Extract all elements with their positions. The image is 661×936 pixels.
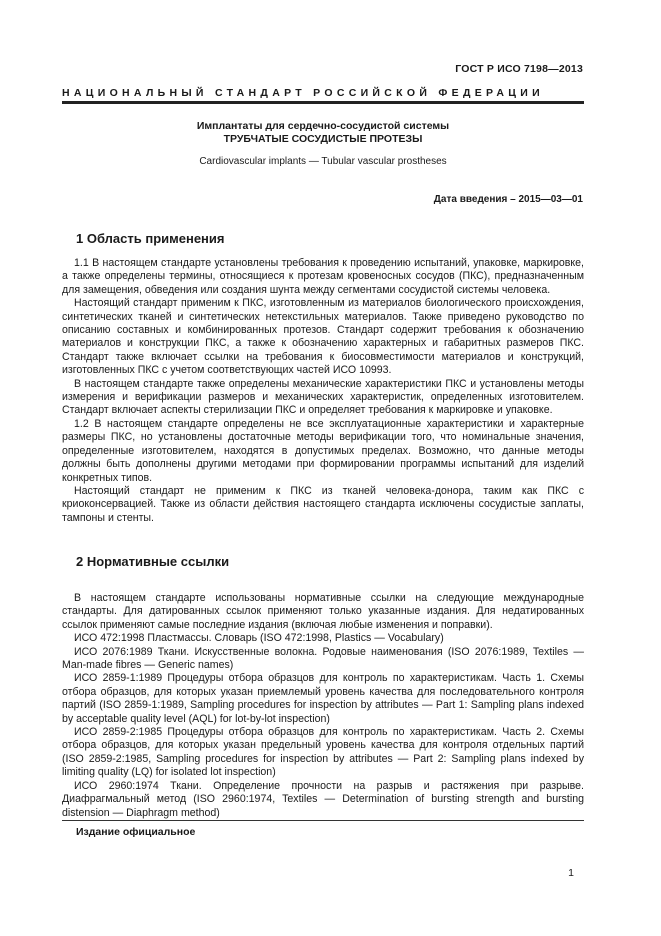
reference-item: ИСО 472:1998 Пластмассы. Словарь (ISO 472:1998, Plastics — Vocabulary)	[74, 632, 444, 645]
document-title-line2: ТРУБЧАТЫЕ СОСУДИСТЫЕ ПРОТЕЗЫ	[223, 133, 423, 145]
section-body-scope	[62, 257, 584, 525]
reference-item: ИСО 2859-1:1989 Процедуры отбора образцов для контроль по характеристикам. Часть 1. Схемы отбора образцов, для которых указан приемлемый уровень качества для последовательного контроля партий (ISO 2859-1:1989, Sampling procedures for inspection by attributes — Part 1: Sampling plans indexed by acceptable quality level (AQL) for lot-by-lot inspection)	[62, 672, 584, 725]
national-standard-banner: НАЦИОНАЛЬНЫЙ СТАНДАРТ РОССИЙСКОЙ ФЕДЕРАЦИИ	[62, 87, 544, 99]
paragraph: В настоящем стандарте также определены механические характеристики ПКС и установлены методы измерения и верификации размеров и механических характеристик, определенных изготовителем. Стандарт включает аспекты стерилизации ПКС и определяет требования к маркировке и упаковке.	[62, 377, 584, 417]
section-heading-scope: 1 Область применения	[76, 231, 225, 246]
header-divider	[62, 101, 584, 104]
paragraph: 1.2 В настоящем стандарте определены не все эксплуатационные характеристики и характерные размеры ПКС, но установлены достаточные методы верификации того, что номинальные значения, определенные изготовителем, находятся в допустимых пределах. Возможно, что данные методы должны быть дополнены другими методами при формировании программы испытаний для изделий конкретных типов.	[62, 417, 584, 484]
reference-item: ИСО 2859-2:1985 Процедуры отбора образцов для контроль по характеристикам. Часть 2. Схемы отбора образцов, для которых указан предельный уровень качества для контроля отдельных партий (ISO 2859-2:1985, Sampling procedures for inspection by attributes — Part 2: Sampling plans indexed by limiting quality (LQ) for isolated lot inspection)	[62, 726, 584, 779]
paragraph: Настоящий стандарт не применим к ПКС из тканей человека-донора, таким как ПКС с криоконсервацией. Также из области действия настоящего стандарта исключены сосудистые заплаты, тампоны и стенты.	[62, 484, 584, 524]
standard-code: ГОСТ Р ИСО 7198—2013	[455, 63, 583, 75]
paragraph: 1.1 В настоящем стандарте установлены требования к проведению испытаний, упаковке, маркировке, а также определены термины, относящиеся к протезам кровеносных сосудов (ПКС), предназначенным для замещения, обведения или создания шунта между сегментами сосудистой системы человека.	[62, 257, 584, 296]
document-title-english: Cardiovascular implants — Tubular vascular prostheses	[199, 156, 447, 167]
introduction-date: Дата введения – 2015—03—01	[433, 194, 583, 205]
reference-item: ИСО 2076:1989 Ткани. Искусственные волокна. Родовые наименования (ISO 2076:1989, Textiles — Man-made fibres — Generic names)	[62, 645, 584, 672]
footer-divider	[62, 820, 584, 821]
paragraph: Настоящий стандарт применим к ПКС, изготовленным из материалов биологического происхождения, синтетических тканей и синтетических нетекстильных материалов. Также приведено руководство по описанию составных и комбинированных протезов. Стандарт содержит требования к обозначению материалов и конструкции ПКС, а также к обозначению характерных и габаритных размеров ПКС. Стандарт также включает ссылки на требования к биосовместимости материалов и конструкций, изготовленных ПКС с учетом соответствующих частей ИСО 10993.	[62, 297, 584, 377]
reference-item: ИСО 2960:1974 Ткани. Определение прочности на разрыв и растяжения при разрыве. Диафрагмальный метод (ISO 2960:1974, Textiles — Determination of bursting strength and bursting distension — Diaphragm method)	[62, 779, 584, 819]
section-heading-references: 2 Нормативные ссылки	[76, 554, 230, 569]
section-body-references	[62, 592, 584, 820]
document-title-line1: Имплантаты для сердечно-сосудистой системы	[196, 120, 450, 132]
official-edition-label: Издание официальное	[76, 826, 196, 838]
paragraph: В настоящем стандарте использованы нормативные ссылки на следующие международные стандарты. Для датированных ссылок применяют только указанные издания. Для недатированных ссылок применяют самые последние издания (включая любые изменения и поправки).	[62, 592, 584, 631]
page-number: 1	[568, 867, 574, 879]
